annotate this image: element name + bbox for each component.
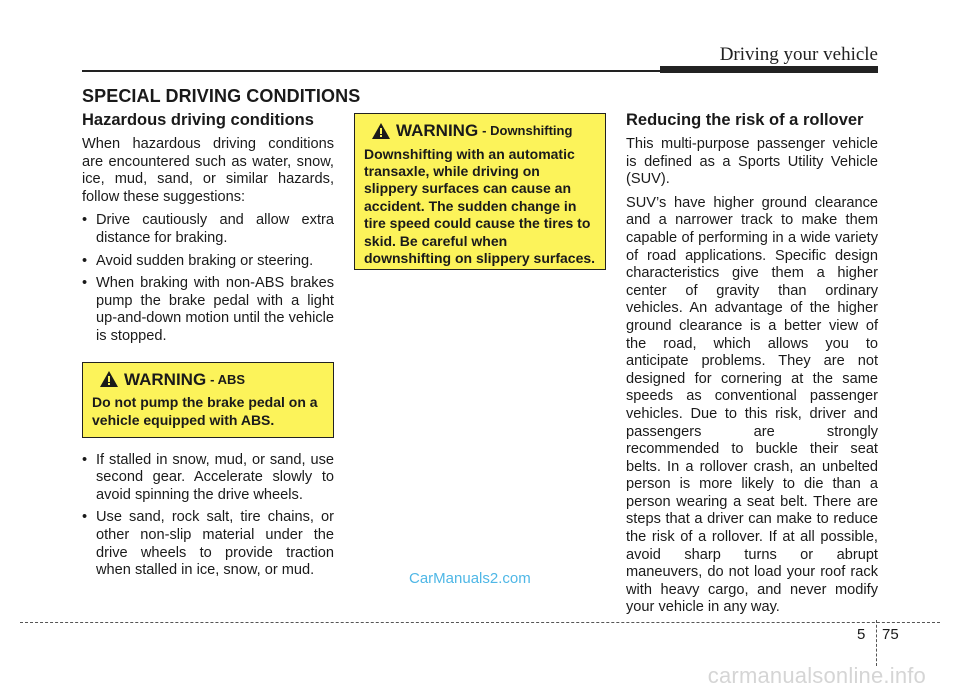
warning-subtitle: - ABS — [210, 371, 246, 387]
warning-triangle-icon — [100, 371, 118, 387]
section-title: SPECIAL DRIVING CONDITIONS — [82, 86, 361, 106]
rollover-paragraph-1: This multi-purpose passenger vehicle is defined as a Sports Utility Vehicle (SUV). — [626, 136, 878, 188]
column-rollover — [626, 110, 878, 623]
footer-site-watermark: carmanualsonline.info — [707, 663, 926, 688]
chapter-header-title: Driving your vehicle — [719, 44, 878, 65]
warning-subtitle: - Downshifting — [482, 123, 573, 138]
warning-header — [92, 371, 324, 389]
footer-divider — [20, 622, 940, 623]
hazardous-intro: When hazardous driving conditions are encountered such as water, snow, ice, mud, sand, or similar hazards, follow these suggestions: — [82, 136, 334, 205]
list-item: • Drive cautiously and allow extra distance for braking. — [82, 212, 334, 247]
list-item: • If stalled in snow, mud, or sand, use second gear. Accelerate slowly to avoid spinning the drive wheels. — [82, 452, 334, 505]
header-thick-bar — [660, 66, 878, 73]
page-number: 75 — [882, 626, 899, 643]
warning-box-downshifting — [354, 113, 606, 270]
rollover-heading: Reducing the risk of a rollover — [626, 111, 864, 129]
column-downshift — [354, 113, 606, 270]
warning-text: Downshifting with an automatic transaxle, while driving on slippery surfaces can cause an accident. The sudden change in tire speed could cause the tires to skid. Be careful when downshifting on slippery surfaces. — [364, 145, 596, 267]
column-hazardous — [82, 110, 334, 585]
rollover-paragraph-2: SUV’s have higher ground clearance and a narrower track to make them capable of performing in a wide variety of road applications. Specific design characteristics give them a higher center of gravity than ordinary vehicles. An advantage of the higher ground clearance is a better view of the road, which allows you to anticipate problems. They are not designed for cornering at the same speeds as conventional passenger vehicles. Due to this risk, driver and passengers are strongly recommended to buckle their seat belts. In a rollover crash, an unbelted person is more likely to die than a person wearing a seat belt. There are steps that a driver can make to reduce the risk of a rollover. If at all possible, avoid sharp turns or abrupt maneuvers, do not load your roof rack with heavy cargo, and never modify your vehicle in any way. — [626, 194, 878, 616]
hazardous-bullets-b — [82, 452, 334, 580]
warning-triangle-icon — [372, 123, 390, 139]
hazardous-bullets-a — [82, 212, 334, 345]
warning-text: Do not pump the brake pedal on a vehicle equipped with ABS. — [92, 394, 318, 428]
watermark-link[interactable]: CarManuals2.com — [409, 570, 531, 587]
chapter-number: 5 — [857, 626, 866, 643]
warning-header — [364, 122, 596, 140]
footer-page-divider — [876, 620, 877, 666]
list-item: • Avoid sudden braking or steering. — [82, 253, 334, 271]
list-item: • Use sand, rock salt, tire chains, or other non-slip material under the drive wheels to provide traction when stalled in ice, snow, or mud. — [82, 509, 334, 579]
list-item: • When braking with non-ABS brakes pump the brake pedal with a light up-and-down motion until the vehicle is stopped. — [82, 275, 334, 345]
warning-box-abs — [82, 362, 334, 438]
hazardous-heading: Hazardous driving conditions — [82, 111, 314, 129]
warning-label: WARNING — [124, 369, 207, 389]
warning-label: WARNING — [396, 121, 479, 140]
